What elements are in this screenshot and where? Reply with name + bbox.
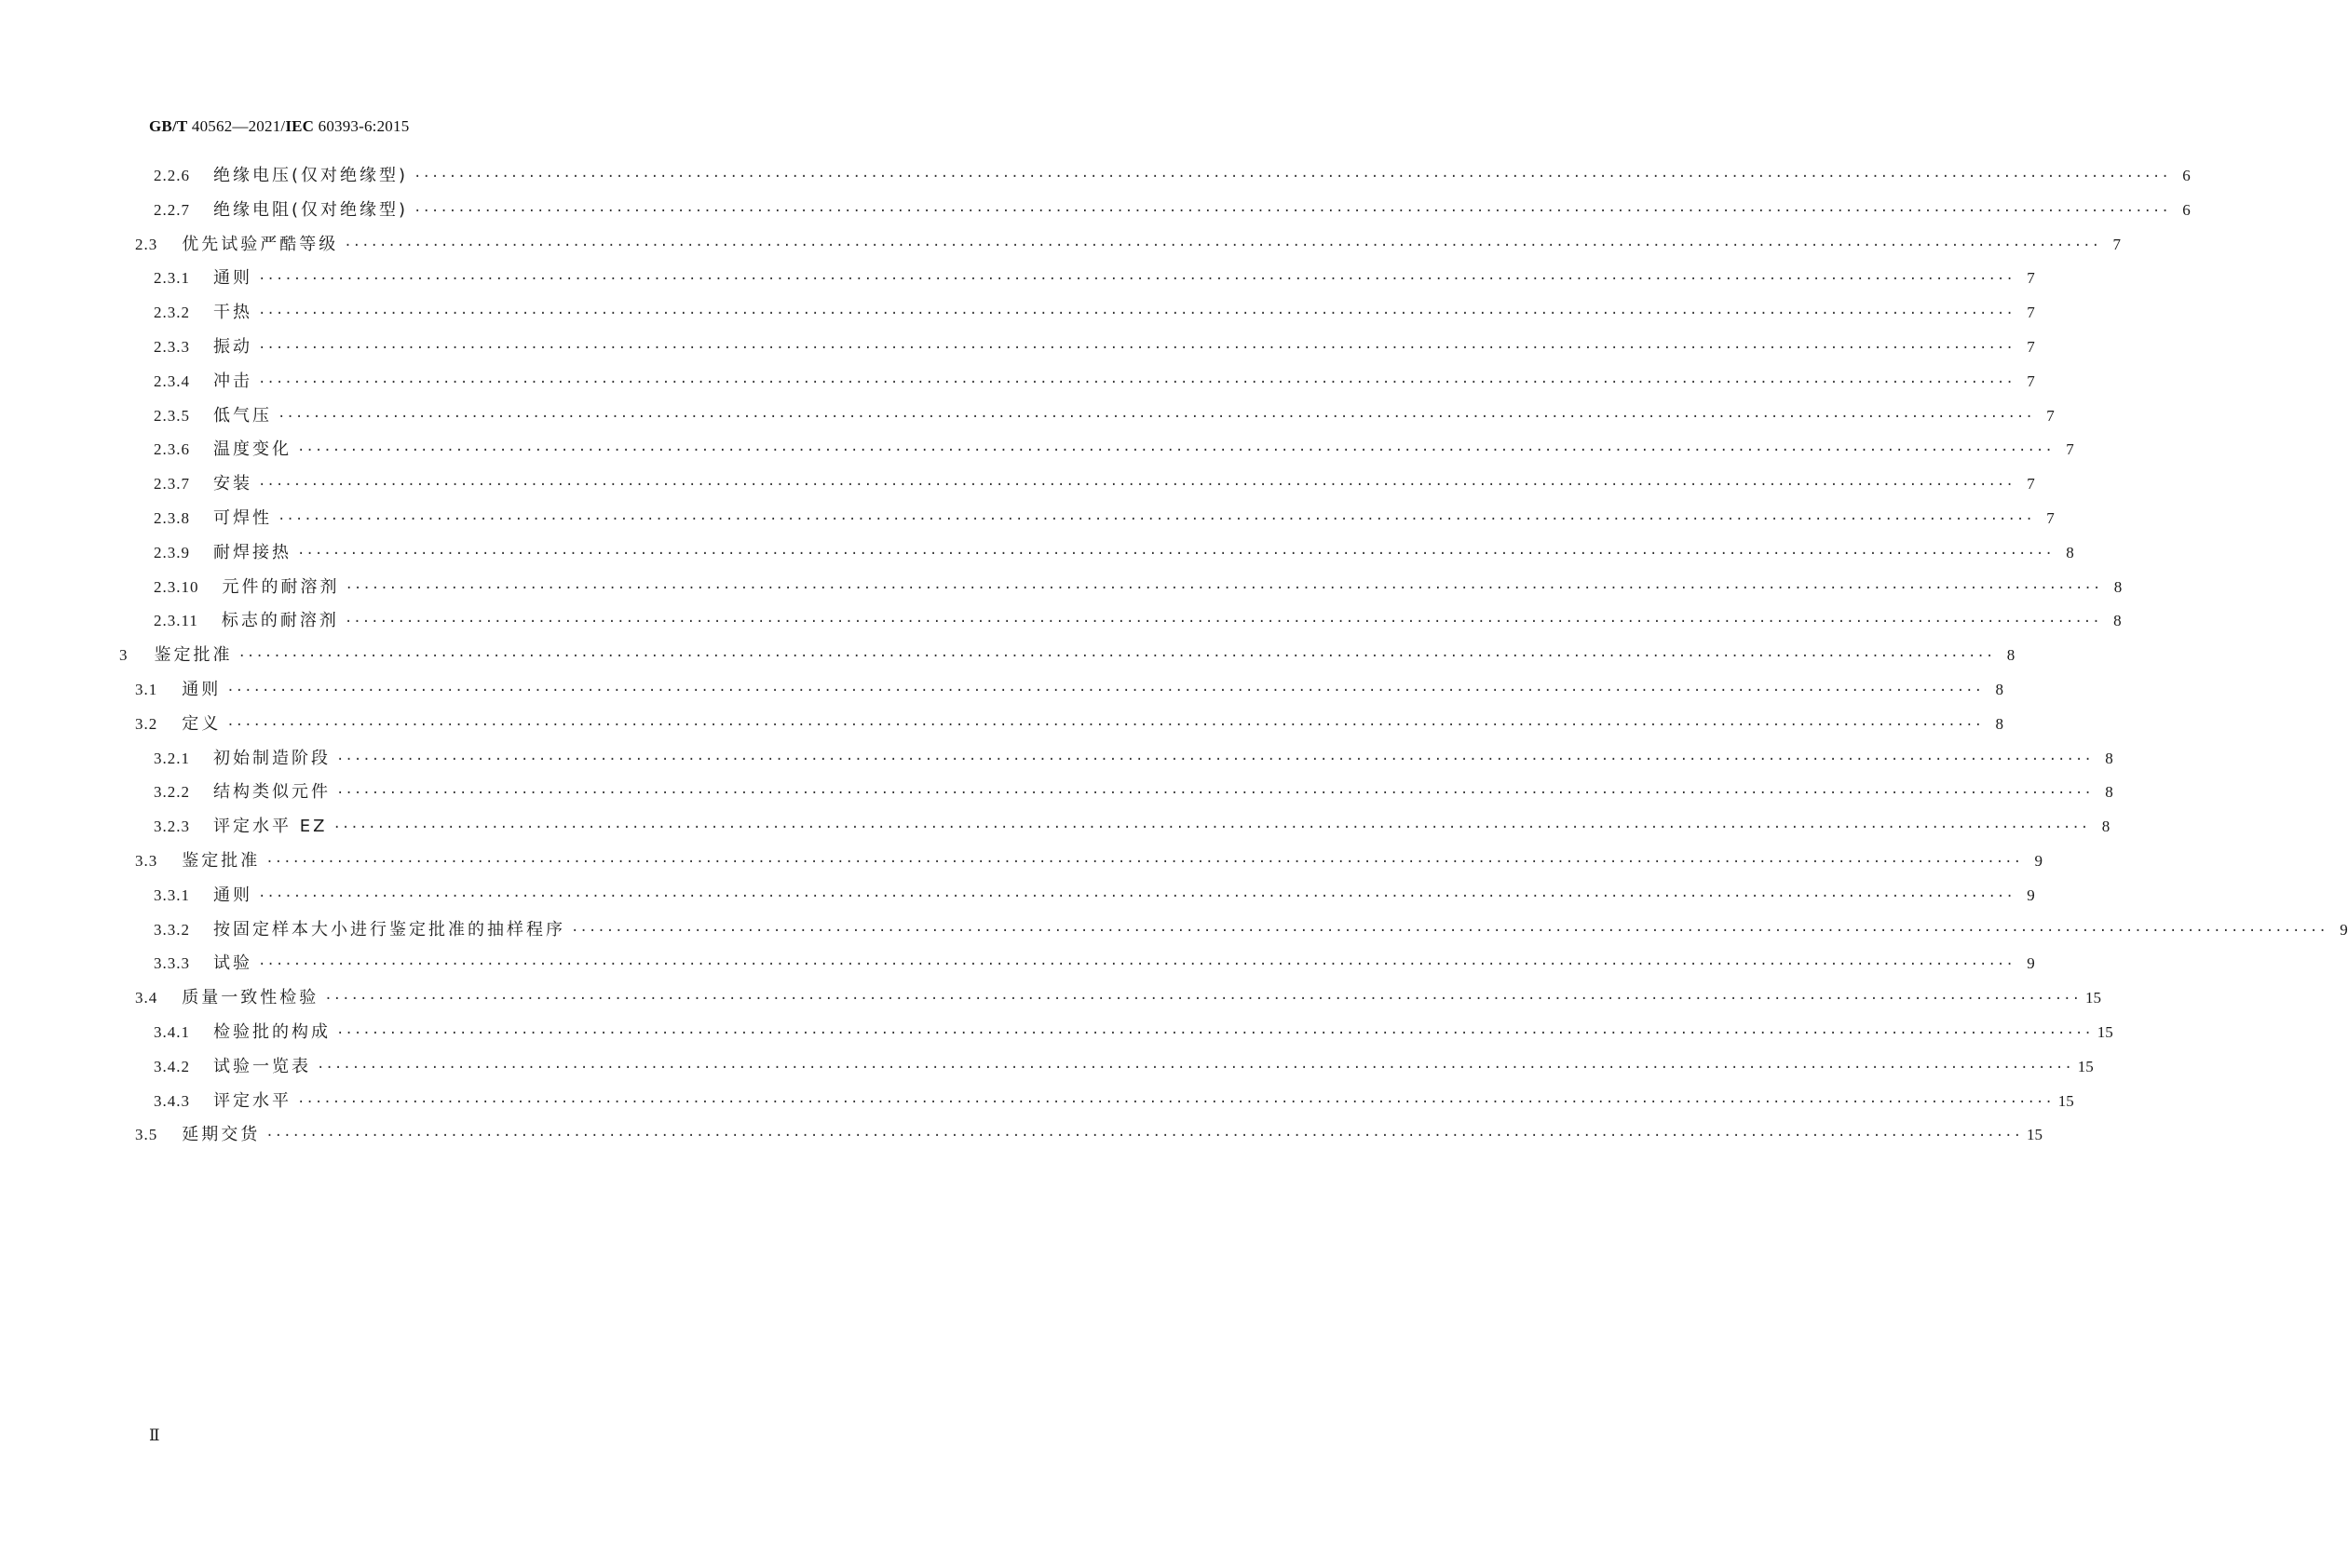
toc-entry-page: 8 [2006,646,2015,665]
toc-entry-leader: ········································································································································································································ [571,923,2328,939]
toc-entry-page: 7 [2027,372,2035,390]
toc-entry-leader: ········································································································································································································ [278,409,2034,425]
toc-entry-leader: ········································································································································································································ [258,478,2015,493]
toc-entry-title: 评定水平 EZ [213,817,328,837]
toc-entry-page: 15 [2057,1091,2074,1110]
toc-entry-page: 15 [2085,989,2101,1007]
toc-entry-leader: ········································································································································································································ [345,580,2102,596]
toc-entry-title: 初始制造阶段 [213,748,331,768]
toc-entry-title: 通则 [213,268,252,289]
toc-entry-title: 绝缘电阻(仅对绝缘型) [213,199,409,220]
toc-entry-number: 3.3.3 [154,954,190,973]
toc-entry-number: 2.2.7 [154,200,190,219]
toc-entry[interactable] [0,301,2035,335]
toc-entry[interactable] [0,1055,2094,1089]
toc-entry-leader: ········································································································································································································ [414,169,2170,184]
toc-entry-title: 干热 [213,303,252,323]
toc-entry-leader: ········································································································································································································ [226,683,1983,698]
toc-entry-page: 15 [2027,1126,2043,1144]
toc-entry-leader: ········································································································································································································ [258,272,2015,288]
toc-entry-number: 3 [119,646,129,665]
toc-entry-number: 3.4.3 [154,1091,190,1110]
toc-entry-leader: ········································································································································································································ [333,820,2090,836]
toc-entry-number: 2.3.6 [154,440,190,459]
toc-entry-number: 2.2.6 [154,167,190,184]
toc-entry[interactable] [0,712,2003,747]
document-header [149,117,409,136]
toc-entry[interactable] [0,849,2043,884]
toc-entry-title: 冲击 [213,371,252,391]
toc-entry-number: 3.1 [135,680,158,698]
toc-entry-number: 3.4.2 [154,1057,190,1075]
toc-entry[interactable] [0,438,2074,472]
toc-entry-page: 6 [2182,167,2191,184]
toc-entry[interactable] [0,918,2348,953]
toc-entry-page: 7 [2027,304,2035,322]
toc-entry[interactable] [0,404,2055,439]
toc-entry-title: 结构类似元件 [213,782,331,803]
toc-entry-number: 2.3.3 [154,337,190,356]
toc-entry-title: 耐焊接热 [213,542,292,562]
toc-entry[interactable] [0,507,2055,541]
toc-entry-number: 3.2.2 [154,783,190,802]
toc-entry-page: 7 [2066,440,2074,459]
toc-entry-number: 3.4 [135,989,158,1007]
toc-entry[interactable] [0,370,2035,404]
toc-entry-title: 质量一致性检验 [182,988,319,1008]
toc-entry-page: 8 [2101,818,2110,836]
toc-entry[interactable] [0,575,2123,610]
toc-entry-leader: ········································································································································································································ [238,649,1995,665]
toc-entry-page: 15 [2097,1022,2113,1041]
toc-entry-page: 8 [2113,577,2123,596]
toc-entry-leader: ········································································································································································································ [258,888,2015,904]
toc-entry-number: 2.3.2 [154,304,190,322]
toc-entry-leader: ········································································································································································································ [344,615,2101,630]
toc-entry-leader: ········································································································································································································ [265,854,2022,870]
toc-entry-leader: ········································································································································································································ [297,546,2054,561]
toc-entry-number: 2.3.10 [154,577,199,596]
toc-entry-title: 可焊性 [213,507,272,528]
toc-entry[interactable] [0,198,2191,233]
toc-entry-leader: ········································································································································································································ [317,1060,2073,1075]
toc-entry-page: 7 [2027,269,2035,288]
standard-code: GB/T [149,117,188,135]
toc-entry-page: 7 [2027,475,2035,493]
toc-entry-leader: ········································································································································································································ [265,1129,2022,1144]
toc-entry-leader: ········································································································································································································ [297,443,2054,459]
toc-entry-page: 9 [2027,885,2035,904]
toc-entry-number: 2.3 [135,235,158,253]
toc-entry-number: 3.3 [135,851,158,870]
toc-entry[interactable] [0,266,2035,301]
toc-entry[interactable] [0,747,2113,781]
toc-entry-leader: ········································································································································································································ [336,751,2093,767]
toc-entry-title: 检验批的构成 [213,1021,331,1042]
toc-entry-number: 2.3.8 [154,508,190,527]
toc-entry-title: 安装 [213,474,252,494]
toc-entry-leader: ········································································································································································································ [278,511,2034,527]
toc-entry-page: 9 [2034,851,2043,870]
toc-entry-page: 7 [2112,235,2121,253]
toc-entry-page: 6 [2182,200,2191,219]
toc-entry[interactable] [0,986,2101,1021]
toc-entry-number: 2.3.4 [154,372,190,390]
toc-entry-number: 2.3.5 [154,406,190,425]
toc-entry-page: 15 [2077,1057,2094,1075]
toc-entry-page: 7 [2046,508,2055,527]
toc-entry-title: 通则 [182,679,222,699]
toc-entry-leader: ········································································································································································································ [258,306,2015,322]
toc-entry-number: 2.3.11 [154,612,198,630]
toc-entry[interactable] [0,1021,2113,1055]
toc-entry-leader: ········································································································································································································ [414,203,2170,219]
toc-entry-title: 振动 [213,336,252,357]
toc-entry-number: 2.3.7 [154,475,190,493]
toc-entry-page: 8 [1995,714,2003,733]
toc-entry[interactable] [0,541,2074,575]
toc-entry-title: 绝缘电压(仅对绝缘型) [213,166,409,185]
toc-entry-title: 鉴定批准 [182,850,261,871]
toc-entry-page: 8 [2066,543,2074,561]
toc-entry-page: 9 [2340,920,2348,939]
toc-entry-page: 8 [2105,783,2113,802]
toc-entry-title: 低气压 [213,405,272,426]
iec-code: IEC [285,117,315,135]
toc-entry[interactable] [0,884,2035,918]
toc-entry[interactable] [0,1089,2074,1124]
toc-entry-number: 3.5 [135,1126,158,1144]
toc-entry-leader: ········································································································································································································ [258,340,2015,356]
standard-number: 40562—2021/ [191,117,286,135]
toc-entry-title: 通则 [213,885,252,905]
toc-entry[interactable] [0,1123,2043,1157]
toc-entry-number: 2.3.9 [154,543,190,561]
toc-entry-number: 3.2.1 [154,749,190,767]
toc-entry-title: 延期交货 [182,1125,261,1145]
toc-entry[interactable] [0,472,2035,507]
toc-entry[interactable] [0,678,2003,712]
iec-number: 60393-6:2015 [318,117,410,135]
toc-entry-number: 3.2 [135,714,158,733]
toc-entry-title: 元件的耐溶剂 [222,576,340,597]
toc-entry-number: 3.2.3 [154,818,190,836]
toc-entry-leader: ········································································································································································································ [344,237,2100,253]
toc-entry-title: 优先试验严酷等级 [182,234,339,254]
toc-entry-number: 3.3.2 [154,920,190,939]
toc-entry-title: 试验 [213,953,252,974]
table-of-contents [0,164,2348,1157]
toc-entry-title: 按固定样本大小进行鉴定批准的抽样程序 [213,919,565,939]
toc-entry-leader: ········································································································································································································ [258,957,2015,973]
toc-entry-page: 8 [2113,612,2122,630]
toc-entry-title: 评定水平 [213,1090,292,1111]
toc-entry[interactable] [0,780,2113,815]
toc-entry-leader: ········································································································································································································ [336,1025,2093,1041]
toc-entry-title: 试验一览表 [213,1056,311,1076]
toc-entry-page: 7 [2046,406,2055,425]
toc-entry-leader: ········································································································································································································ [336,786,2093,802]
toc-entry-number: 3.4.1 [154,1022,190,1041]
toc-entry-leader: ········································································································································································································ [258,374,2015,390]
toc-entry-title: 鉴定批准 [154,645,233,666]
toc-entry-leader: ········································································································································································································ [324,992,2081,1007]
toc-entry[interactable] [0,952,2035,986]
toc-entry-number: 2.3.1 [154,269,190,288]
toc-entry-leader: ········································································································································································································ [297,1094,2054,1110]
toc-entry-leader: ········································································································································································································ [226,717,1983,733]
toc-entry-title: 标志的耐溶剂 [221,611,339,631]
toc-entry-page: 7 [2027,337,2035,356]
toc-entry[interactable] [0,164,2191,198]
toc-entry[interactable] [0,335,2035,370]
toc-entry[interactable] [0,815,2110,849]
toc-entry-title: 定义 [182,713,222,734]
toc-entry-page: 8 [1995,680,2003,698]
toc-entry[interactable] [0,609,2122,643]
page-number: Ⅱ [149,1426,160,1444]
toc-entry-page: 8 [2105,749,2113,767]
toc-entry-title: 温度变化 [213,439,292,460]
toc-entry[interactable] [0,233,2121,267]
toc-entry-page: 9 [2027,954,2035,973]
toc-entry[interactable] [0,643,2015,678]
toc-entry-number: 3.3.1 [154,885,190,904]
